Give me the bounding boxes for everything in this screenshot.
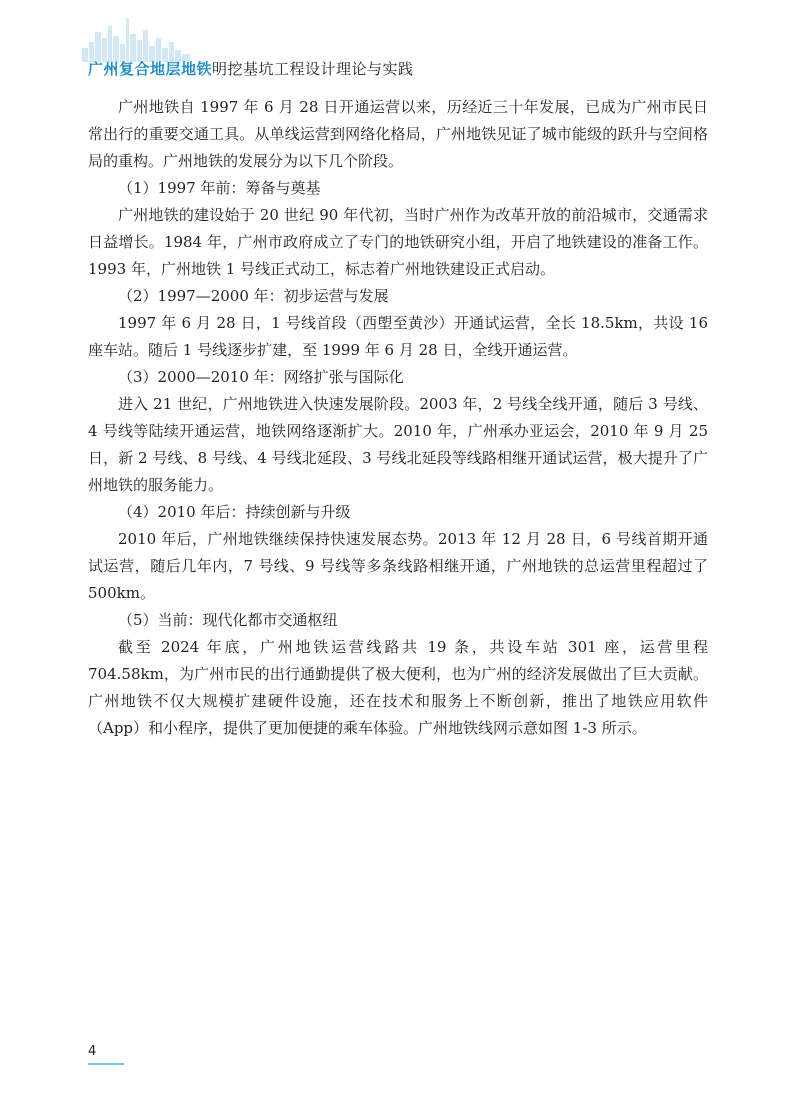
- city-skyline-icon: [82, 18, 202, 62]
- section-heading-1: （1）1997 年前：筹备与奠基: [118, 179, 321, 197]
- book-title: [88, 58, 414, 79]
- book-title-rest: 明挖基坑工程设计理论与实践: [212, 60, 414, 78]
- section-heading-5: （5）当前：现代化都市交通枢纽: [118, 611, 338, 629]
- section-heading-4: （4）2010 年后：持续创新与升级: [118, 503, 351, 521]
- book-title-highlight: 广州复合地层地铁: [88, 60, 213, 78]
- page-number-rule: [88, 1063, 124, 1065]
- page-number: 4: [88, 1044, 97, 1059]
- paragraph-stage-5: 截至 2024 年底，广州地铁运营线路共 19 条，共设车站 301 座，运营里程 704.58km，为广州市民的出行通勤提供了极大便利，也为广州的经济发展做出了巨大贡献。广州地铁不仅大规模扩建硬件设施，还在技术和服务上不断创新，推出了地铁应用软件（App）和小程序，提供了更加便捷的乘车体验。广州地铁线网示意如图 1-3 所示。: [88, 638, 708, 737]
- paragraph-stage-4: 2010 年后，广州地铁继续保持快速发展态势。2013 年 12 月 28 日，6 号线首期开通试运营，随后几年内，7 号线、9 号线等多条线路相继开通，广州地铁的总运营里程超过了 500km。: [88, 530, 708, 602]
- paragraph-stage-3: 进入 21 世纪，广州地铁进入快速发展阶段。2003 年，2 号线全线开通，随后 3 号线、4 号线等陆续开通运营，地铁网络逐渐扩大。2010 年，广州承办亚运会，2010 年 9 月 25 日，新 2 号线、8 号线、4 号线北延段、3 号线北延段等线路相继开通试运营，极大提升了广州地铁的服务能力。: [88, 395, 708, 494]
- body-text: [88, 94, 708, 742]
- section-heading-3: （3）2000—2010 年：网络扩张与国际化: [118, 368, 404, 386]
- paragraph-stage-2: 1997 年 6 月 28 日，1 号线首段（西塱至黄沙）开通试运营，全长 18.5km，共设 16 座车站。随后 1 号线逐步扩建，至 1999 年 6 月 28 日，全线开通运营。: [88, 314, 708, 359]
- paragraph-stage-1: 广州地铁的建设始于 20 世纪 90 年代初，当时广州作为改革开放的前沿城市，交通需求日益增长。1984 年，广州市政府成立了专门的地铁研究小组，开启了地铁建设的准备工作。1993 年，广州地铁 1 号线正式动工，标志着广州地铁建设正式启动。: [88, 206, 708, 278]
- running-header: [0, 0, 790, 90]
- paragraph-intro: 广州地铁自 1997 年 6 月 28 日开通运营以来，历经近三十年发展，已成为广州市民日常出行的重要交通工具。从单线运营到网络化格局，广州地铁见证了城市能级的跃升与空间格局的重构。广州地铁的发展分为以下几个阶段。: [88, 98, 708, 170]
- section-heading-2: （2）1997—2000 年：初步运营与发展: [118, 287, 389, 305]
